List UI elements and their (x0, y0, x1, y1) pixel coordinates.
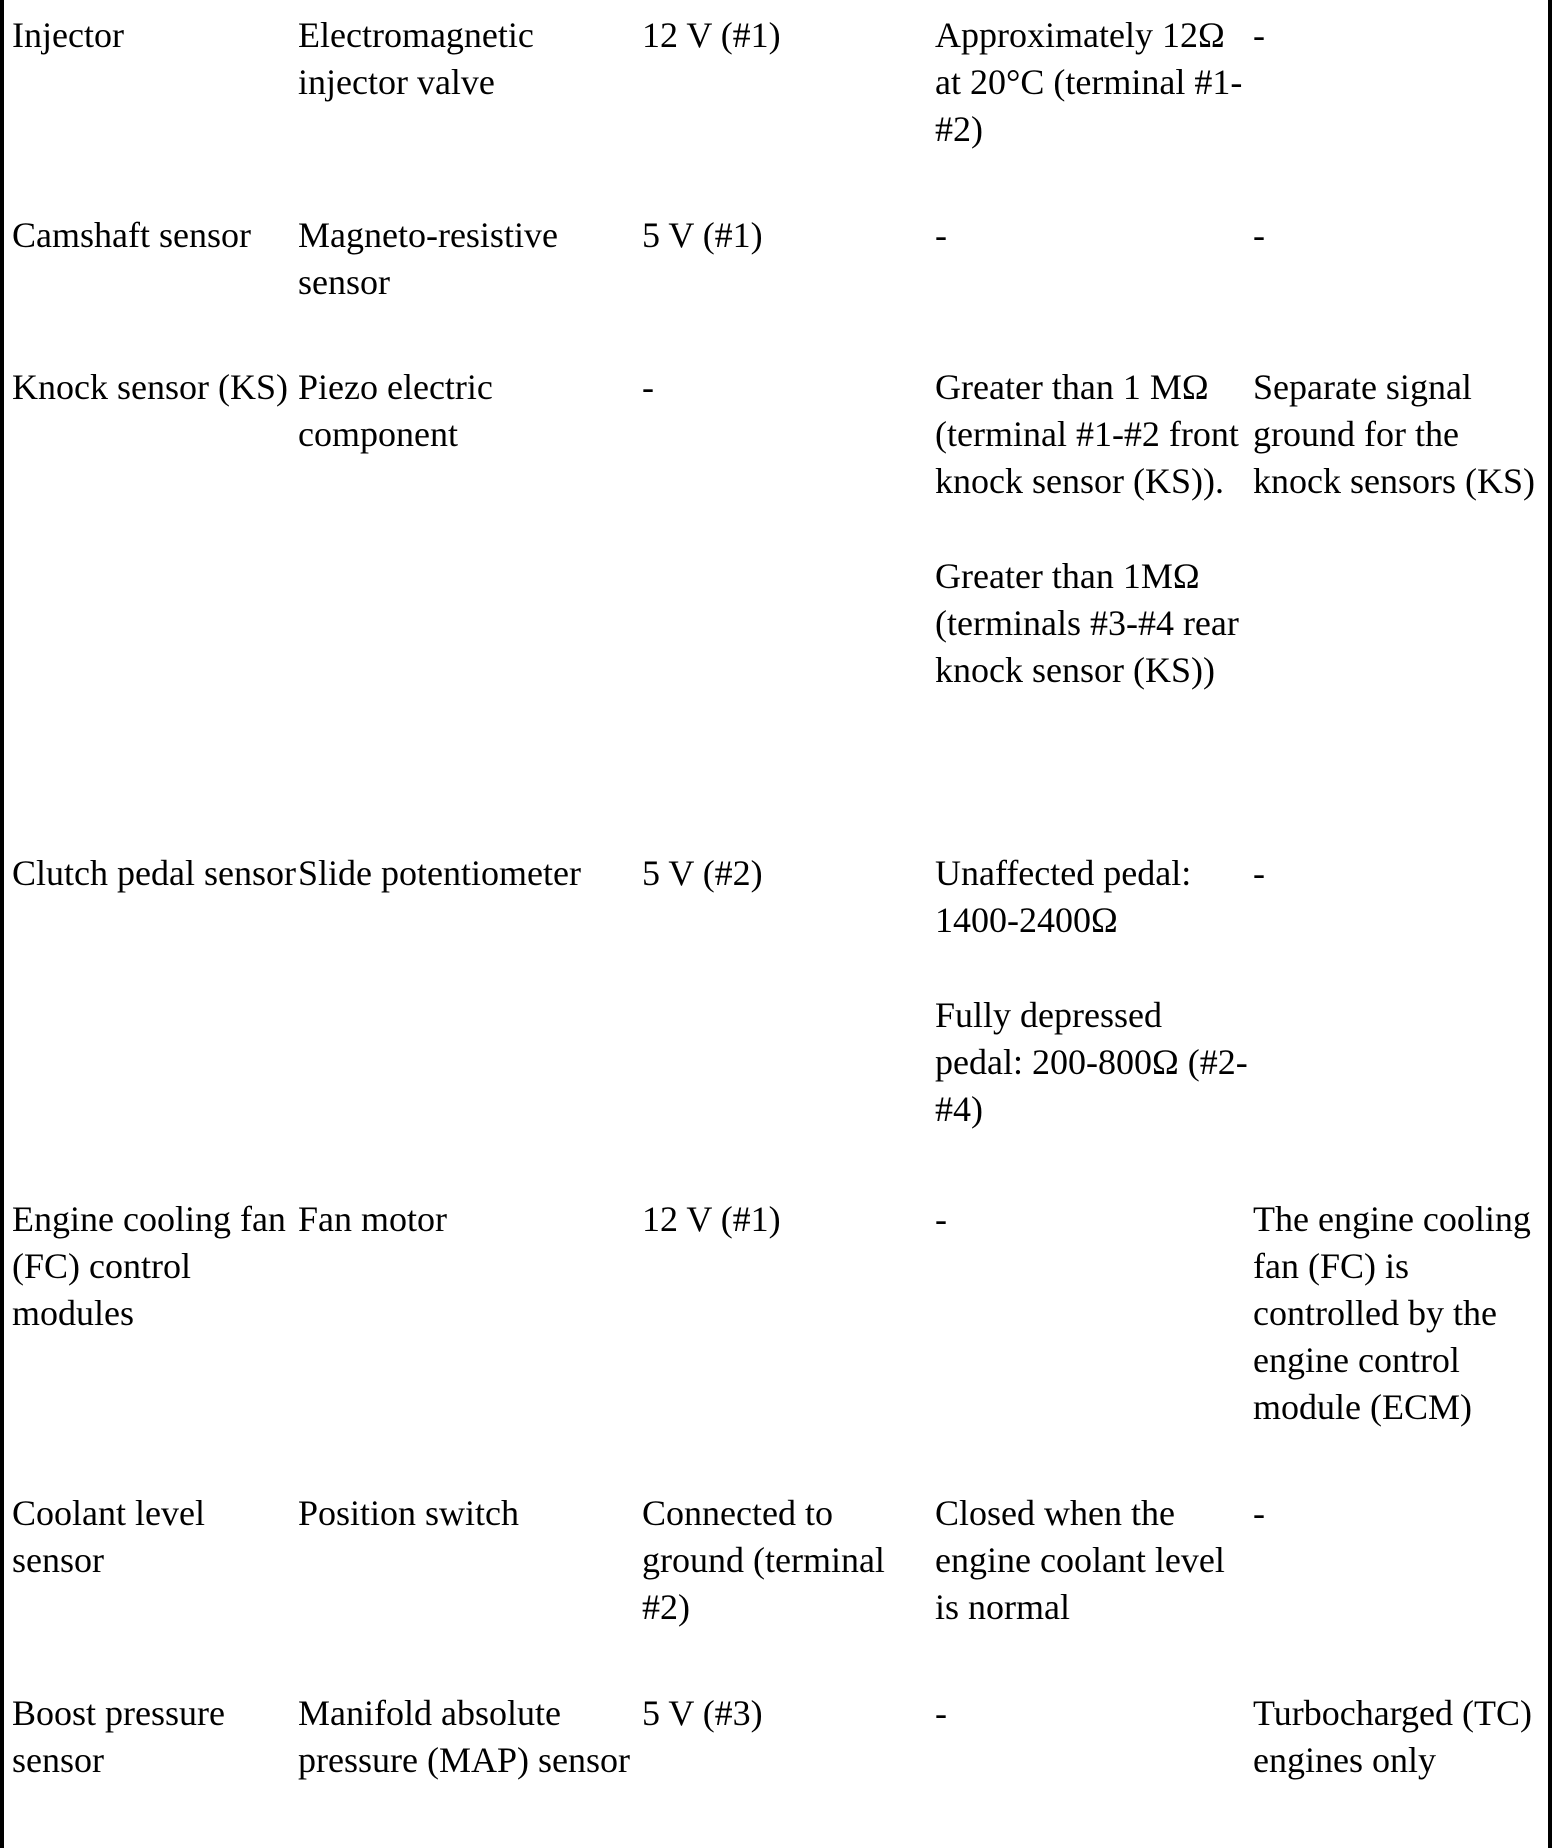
supply-cell: - (642, 367, 654, 407)
notes-cell: Separate signal ground for the knock sensors (KS) (1253, 367, 1535, 501)
notes-cell: - (1253, 1493, 1265, 1533)
supply-cell: 5 V (#1) (642, 215, 763, 255)
resistance-cell (935, 1490, 1253, 1690)
resistance-text: Approximately 12Ω at 20°C (terminal #1-#2) (935, 15, 1243, 149)
type-cell: Piezo electric component (298, 367, 493, 454)
type-cell: Electromagnetic injector valve (298, 15, 534, 102)
resistance-cell (935, 1690, 1253, 1840)
table-row (12, 12, 1548, 212)
resistance-text: - (935, 1199, 947, 1239)
type-cell: Magneto-resistive sensor (298, 215, 558, 302)
type-cell: Slide potentiometer (298, 853, 581, 893)
notes-cell: - (1253, 853, 1265, 893)
component-cell: Camshaft sensor (12, 215, 251, 255)
supply-cell: 5 V (#3) (642, 1693, 763, 1733)
supply-cell: 12 V (#1) (642, 1199, 781, 1239)
component-spec-table (12, 12, 1548, 1840)
resistance-cell (935, 850, 1253, 1196)
table-row (12, 1490, 1548, 1690)
notes-cell: Turbocharged (TC) engines only (1253, 1693, 1532, 1780)
component-cell: Coolant level sensor (12, 1493, 205, 1580)
table-row (12, 364, 1548, 850)
notes-cell: - (1253, 15, 1265, 55)
notes-cell: - (1253, 215, 1265, 255)
resistance-text: Fully depressed pedal: 200-800Ω (#2-#4) (935, 995, 1248, 1129)
table-row (12, 212, 1548, 364)
notes-cell: The engine cooling fan (FC) is controlled by the engine control module (ECM) (1253, 1199, 1531, 1427)
type-cell: Position switch (298, 1493, 520, 1533)
table-row (12, 1690, 1548, 1840)
resistance-cell (935, 364, 1253, 850)
resistance-cell (935, 1196, 1253, 1490)
resistance-text: - (935, 215, 947, 255)
resistance-text: Greater than 1 MΩ (terminal #1-#2 front knock sensor (KS)). (935, 367, 1239, 501)
component-cell: Boost pressure sensor (12, 1693, 225, 1780)
component-cell: Clutch pedal sensor (12, 853, 296, 893)
resistance-cell (935, 12, 1253, 212)
component-cell: Injector (12, 15, 124, 55)
supply-cell: 12 V (#1) (642, 15, 781, 55)
resistance-text: Greater than 1MΩ (terminals #3-#4 rear knock sensor (KS)) (935, 556, 1239, 690)
type-cell: Manifold absolute pressure (MAP) sensor (298, 1693, 630, 1780)
supply-cell: Connected to ground (terminal #2) (642, 1493, 885, 1627)
supply-cell: 5 V (#2) (642, 853, 763, 893)
resistance-text: - (935, 1693, 947, 1733)
table-row (12, 1196, 1548, 1490)
resistance-text: Closed when the engine coolant level is normal (935, 1493, 1225, 1627)
component-cell: Engine cooling fan (FC) control modules (12, 1199, 286, 1333)
table-row (12, 850, 1548, 1196)
type-cell: Fan motor (298, 1199, 447, 1239)
resistance-text: Unaffected pedal: 1400-2400Ω (935, 853, 1192, 940)
resistance-cell (935, 212, 1253, 364)
component-cell: Knock sensor (KS) (12, 367, 288, 407)
